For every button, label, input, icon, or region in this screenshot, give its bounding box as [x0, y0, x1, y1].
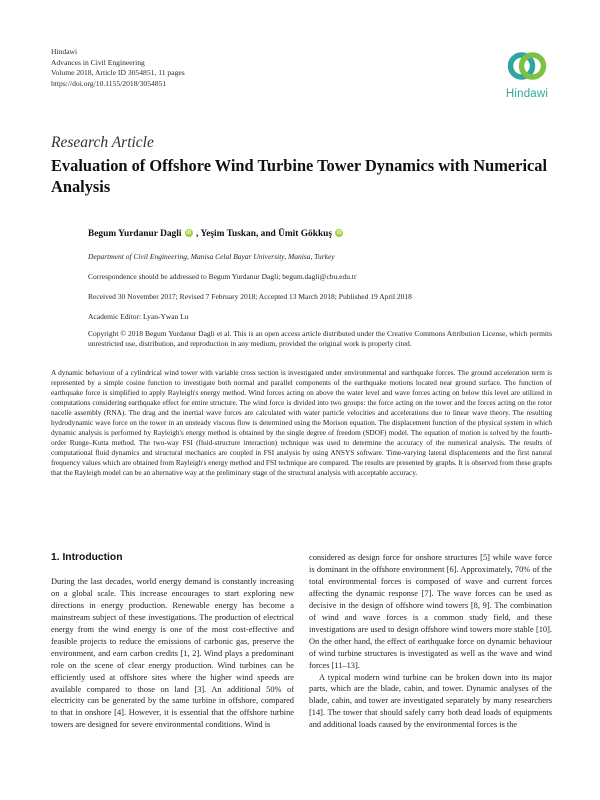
- journal-full-name: Advances in Civil Engineering: [51, 57, 145, 67]
- author-names: , Yeşim Tuskan, and Ümit Gökkuş: [196, 229, 333, 240]
- section-heading: 1. Introduction: [51, 552, 123, 563]
- orcid-icon[interactable]: iD: [336, 230, 342, 236]
- affiliation: Department of Civil Engineering, Manisa Celal Bayar University, Manisa, Turkey: [88, 252, 335, 261]
- hindawi-logo-icon: [506, 45, 548, 87]
- article-title: Evaluation of Offshore Wind Turbine Tower Dynamics with Numerical Analysis: [51, 156, 548, 196]
- academic-editor: Academic Editor: Lyan-Ywan Lu: [88, 312, 189, 321]
- body-paragraph: A typical modern wind turbine can be broken down into its major parts, which are the blade, cabin, and tower. Dynamic analyses of the blade, cabin, and tower are investigated separately by many researchers [14]. The tower that should safely carry both dead loads of equipments and additional loads caused by the environmental forces is the: [309, 672, 552, 730]
- orcid-icon[interactable]: iD: [186, 230, 192, 236]
- body-paragraph: considered as design force for onshore structures [5] while wave force is dominant in the offshore environment [6]. Approximately, 70% of the total environmental forces is composed of wave and current forces affecting the dynamic response [7]. The wave forces can be used as decisive in the design of offshore wind towers [8, 9]. The combination of wind and wave forces is a common study field, and these investigations are used to design offshore wind towers more stable [10]. On the other hand, the effect of earthquake force on dynamic behaviour of wind turbine structures is investigated as well as the wave and wind forces [11–13].: [309, 553, 552, 670]
- hindawi-logo: [500, 45, 554, 100]
- publication-info: [51, 47, 185, 90]
- doi-link[interactable]: https://doi.org/10.1155/2018/3054851: [51, 79, 167, 89]
- left-column: [51, 552, 294, 731]
- publication-dates: Received 30 November 2017; Revised 7 February 2018; Accepted 13 March 2018; Published 19 April 2018: [88, 292, 412, 301]
- right-column: [309, 552, 552, 731]
- correspondence: Correspondence should be addressed to Begum Yurdanur Dagli; begum.dagli@cbu.edu.tr: [88, 272, 357, 281]
- body-paragraph: During the last decades, world energy demand is constantly increasing on a global scale. This increase encourages to start exploring new directions in energy production. Renewable energy has become a mainstream subject of these investigations. The production of electrical energy from the wind energy is one of the most cost-effective and feasible projects to reduce the emissions of carbonic gas, preserve the environment, and earn carbon credits [1, 2]. Wind plays a predominant role on the scene of clear energy production. Wind turbines can be efficiently used at offshore sites where the higher wind speeds are available compared to those on land [3]. An additional 50% of electricity can be generated by the same turbine in offshore, compared to that in onshore [4]. However, it is essential that the offshore turbine towers are designed for severe environmental conditions. Wind is: [51, 576, 294, 730]
- abstract: A dynamic behaviour of a cylindrical wind tower with variable cross section is investigated under environmental and earthquake forces. The ground acceleration term is represented by a simple cosine function to investigate both normal and parallel components of the earthquake motions located near ground surface. The function of earthquake force is simplified to apply Rayleigh's energy method. Wind forces acting on above the water level and wave forces acting on below this level are utilized in computations considering earthquake effect for entire structure. The wind force is divided into two groups: the force acting on the tower and the forces acting on the rotor nacelle assembly (RNA). The drag and the inertial wave forces are calculated with water particle velocities and accelerations due to linear wave theory. The resulting hydrodynamic wave force on the tower in an unsteady viscous flow is determined using the Morison equation. The displacement function of the physical system in which dynamic analysis is performed by Rayleigh's energy method is obtained by the single degree of freedom (SDOF) model. The equation of motion is solved by the fourth-order Runge–Kutta method. The two-way FSI (fluid-structure interaction) technique was used to determine the accuracy of the numerical analysis. The results of computational fluid dynamics and structural mechanics are coupled in FSI analysis by using ANSYS software. Time-varying lateral displacements and the first natural frequency values which are obtained from Rayleigh's energy method and FSI technique are compared. The results are presented by graphs. It is observed from these graphs that the Rayleigh model can be an alternative way at the preliminary stage of the structural analysis with acceptable accuracy.: [51, 368, 552, 478]
- logo-wordmark: Hindawi: [505, 88, 549, 100]
- journal-name: Hindawi: [51, 47, 78, 56]
- article-type: Research Article: [51, 134, 154, 151]
- author-name: Begum Yurdanur Dagli: [88, 229, 182, 240]
- author-list: [88, 229, 552, 239]
- volume-info: Volume 2018, Article ID 3054851, 11 pages: [51, 68, 185, 78]
- copyright-notice: Copyright © 2018 Begum Yurdanur Dagli et al. This is an open access article distributed under the Creative Commons Attribution License, which permits unrestricted use, distribution, and reproduction in any medium, provided the original work is properly cited.: [88, 329, 552, 349]
